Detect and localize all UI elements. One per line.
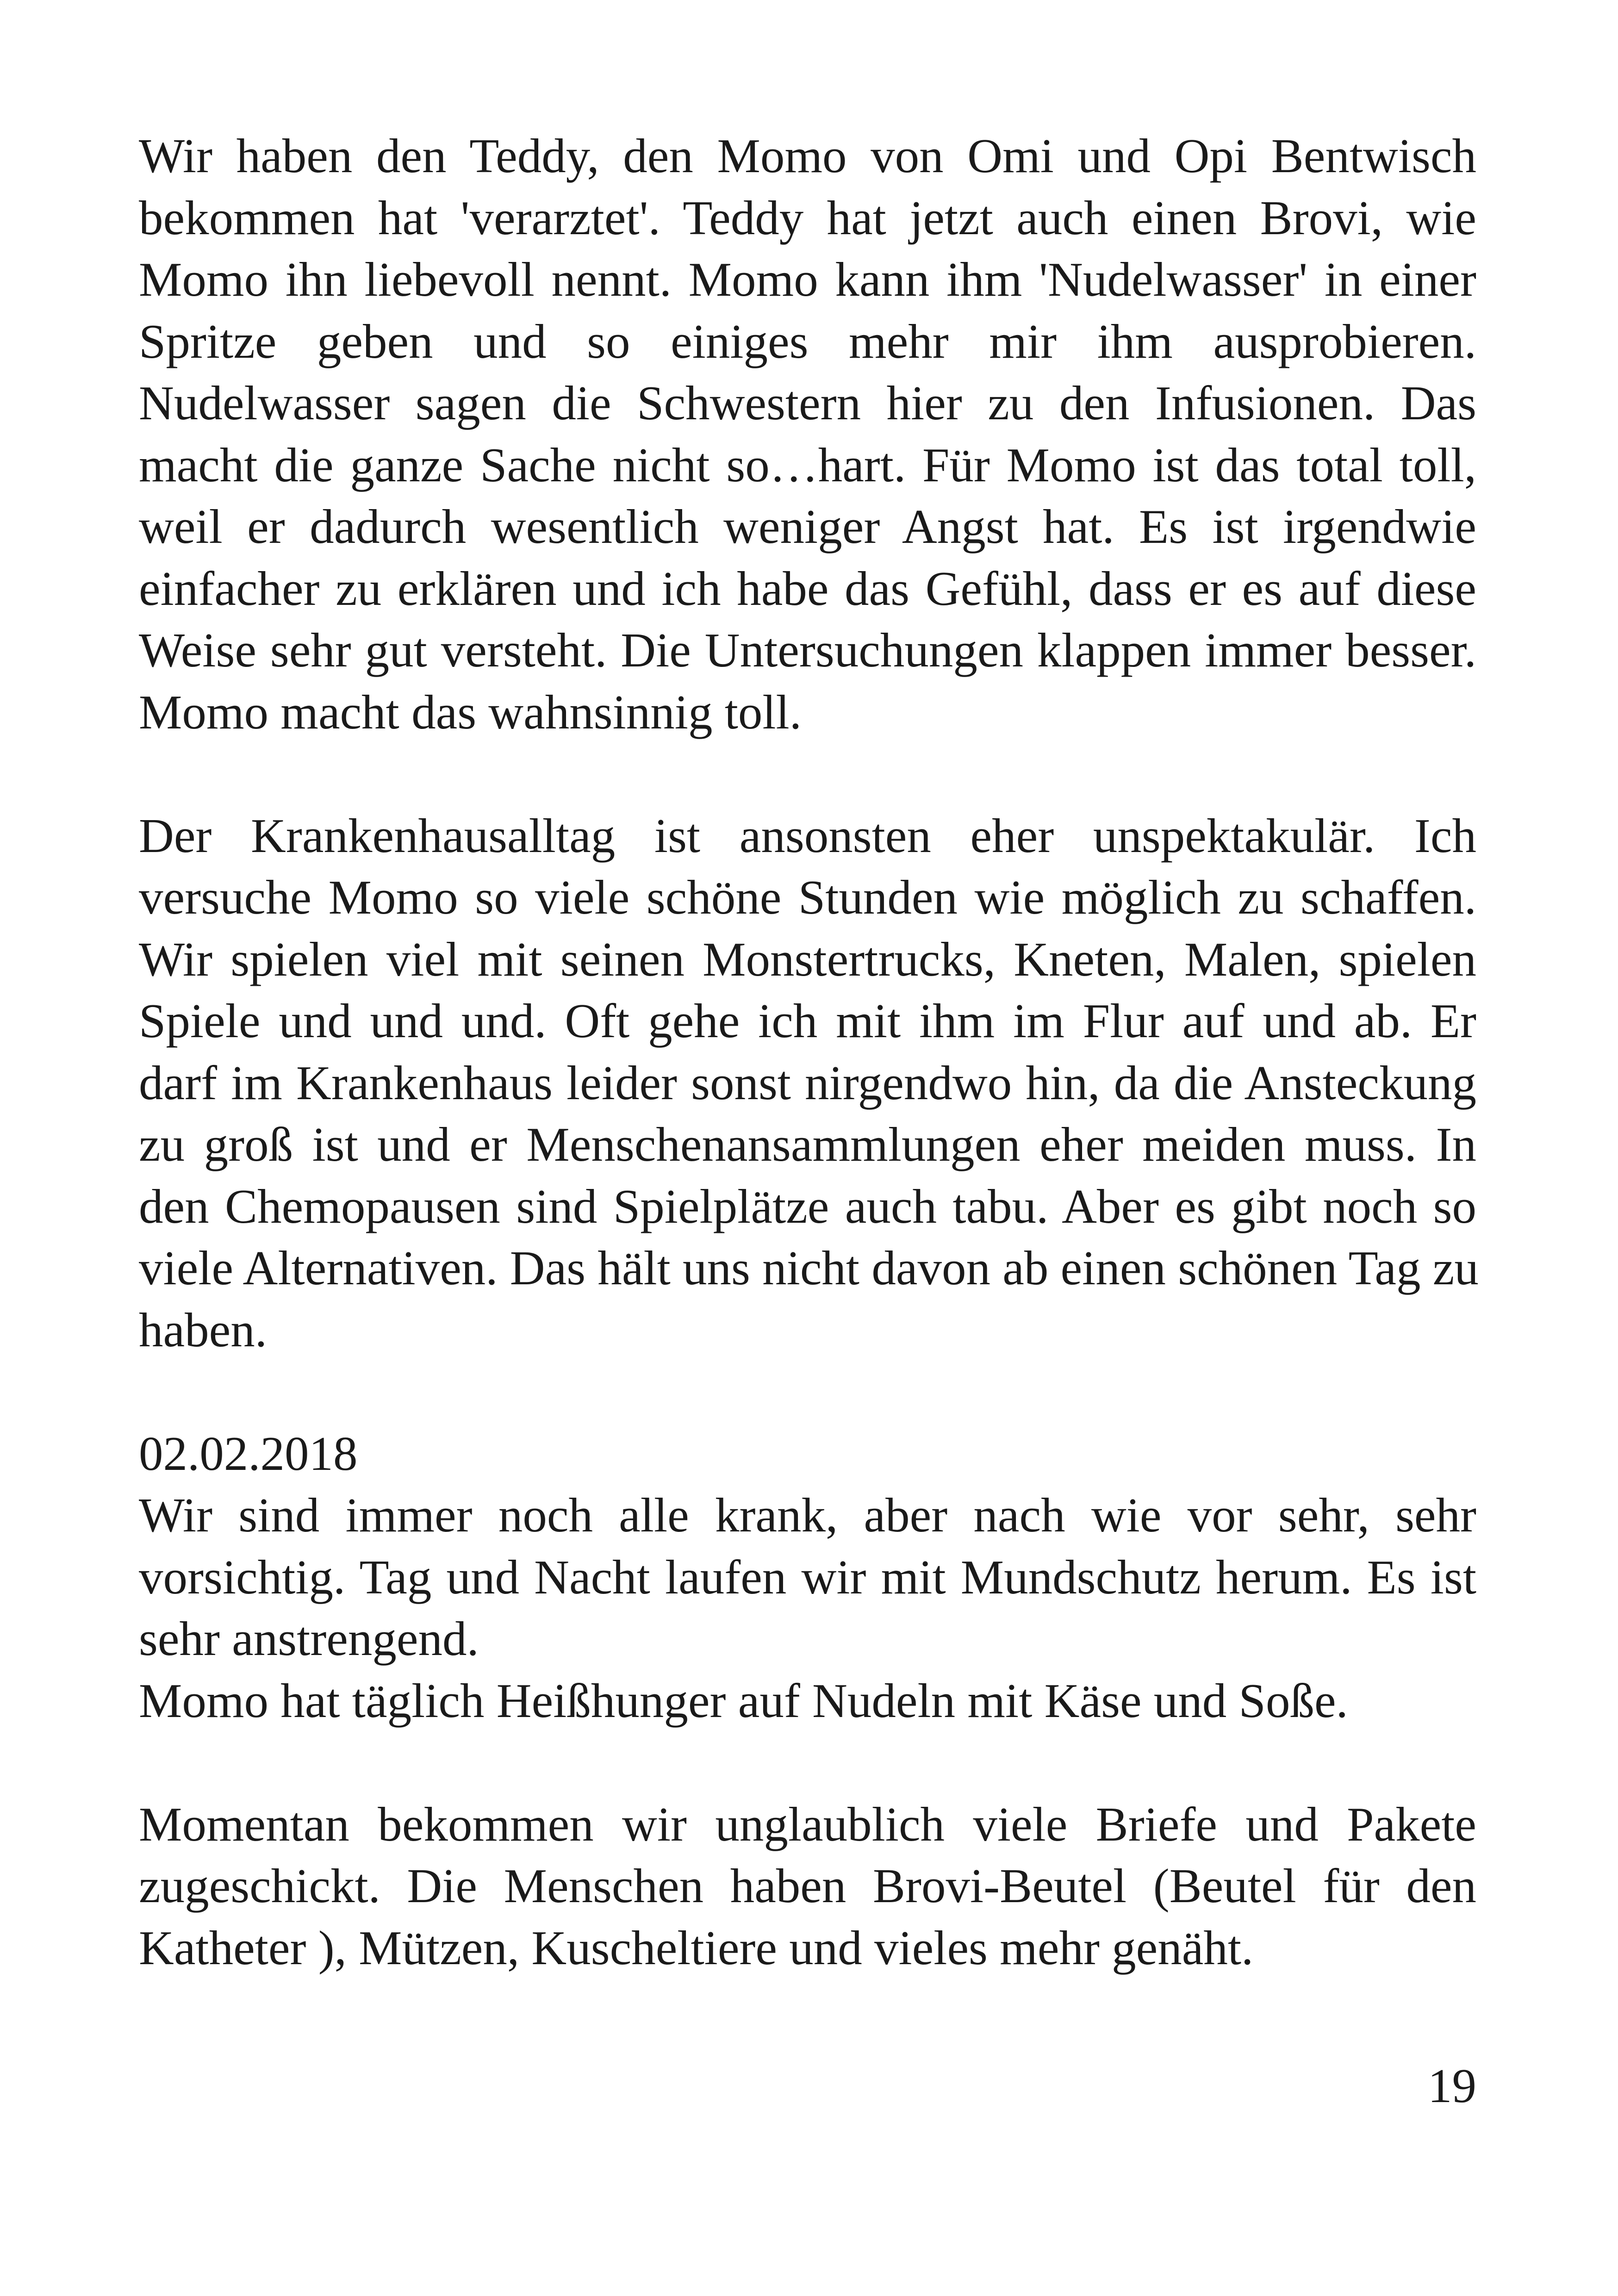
paragraph-teddy — [139, 125, 1476, 743]
text-line: sehr anstrengend. — [139, 1612, 479, 1666]
text-line: Momo hat täglich Heißhunger auf Nudeln mit Käse und Soße. — [139, 1673, 1348, 1728]
entry-date: 02.02.2018 — [139, 1426, 358, 1481]
text-line: Momo macht das wahnsinnig toll. — [139, 684, 802, 739]
text-line: Wir sind immer noch alle krank, aber nach wie vor sehr, sehr — [139, 1488, 1476, 1542]
text-line: Katheter ), Mützen, Kuscheltiere und vieles mehr genäht. — [139, 1920, 1254, 1975]
paragraph-hospital-routine — [139, 805, 1479, 1361]
text-line: darf im Krankenhaus leider sonst nirgendwo hin, da die Ansteckung — [139, 1055, 1476, 1110]
text-line: einfacher zu erklären und ich habe das Gefühl, dass er es auf diese — [139, 561, 1476, 616]
text-line: Weise sehr gut versteht. Die Untersuchungen klappen immer besser. — [139, 623, 1476, 677]
paragraph-spacer — [139, 743, 1476, 805]
page-number: 19 — [1428, 2059, 1476, 2113]
text-line: viele Alternativen. Das hält uns nicht davon ab einen schönen Tag zu — [139, 1241, 1479, 1295]
text-line: Spiele und und und. Oft gehe ich mit ihm im Flur auf und ab. Er — [139, 994, 1476, 1048]
text-line: Der Krankenhausalltag ist ansonsten eher unspektakulär. Ich — [139, 808, 1476, 863]
text-line: Wir haben den Teddy, den Momo von Omi und Opi Bentwisch — [139, 129, 1476, 183]
text-line: macht die ganze Sache nicht so…hart. Für Momo ist das total toll, — [139, 437, 1476, 492]
text-line: versuche Momo so viele schöne Stunden wie möglich zu schaffen. — [139, 870, 1476, 924]
text-line: Wir spielen viel mit seinen Monstertrucks, Kneten, Malen, spielen — [139, 932, 1476, 986]
text-line: Spritze geben und so einiges mehr mir ihm ausprobieren. — [139, 314, 1476, 368]
paragraph-letters-packages — [139, 1793, 1476, 1979]
text-line: haben. — [139, 1302, 267, 1357]
text-line: weil er dadurch wesentlich weniger Angst hat. Es ist irgendwie — [139, 499, 1476, 554]
text-line: Nudelwasser sagen die Schwestern hier zu den Infusionen. Das — [139, 376, 1476, 430]
text-line: den Chemopausen sind Spielplätze auch tabu. Aber es gibt noch so — [139, 1179, 1476, 1233]
paragraph-diary-entry — [139, 1423, 1476, 1732]
text-line: Momentan bekommen wir unglaublich viele Briefe und Pakete — [139, 1797, 1476, 1851]
text-line: zugeschickt. Die Menschen haben Brovi-Beutel (Beutel für den — [139, 1859, 1476, 1913]
text-line: zu groß ist und er Menschenansammlungen eher meiden muss. In — [139, 1117, 1476, 1171]
text-line: vorsichtig. Tag und Nacht laufen wir mit Mundschutz herum. Es ist — [139, 1549, 1476, 1604]
text-line: Momo ihn liebevoll nennt. Momo kann ihm 'Nudelwasser' in einer — [139, 252, 1476, 306]
paragraph-spacer — [139, 1731, 1476, 1793]
paragraph-spacer — [139, 1361, 1476, 1423]
page-body — [139, 125, 1479, 1979]
text-line: bekommen hat 'verarztet'. Teddy hat jetzt auch einen Brovi, wie — [139, 190, 1476, 245]
